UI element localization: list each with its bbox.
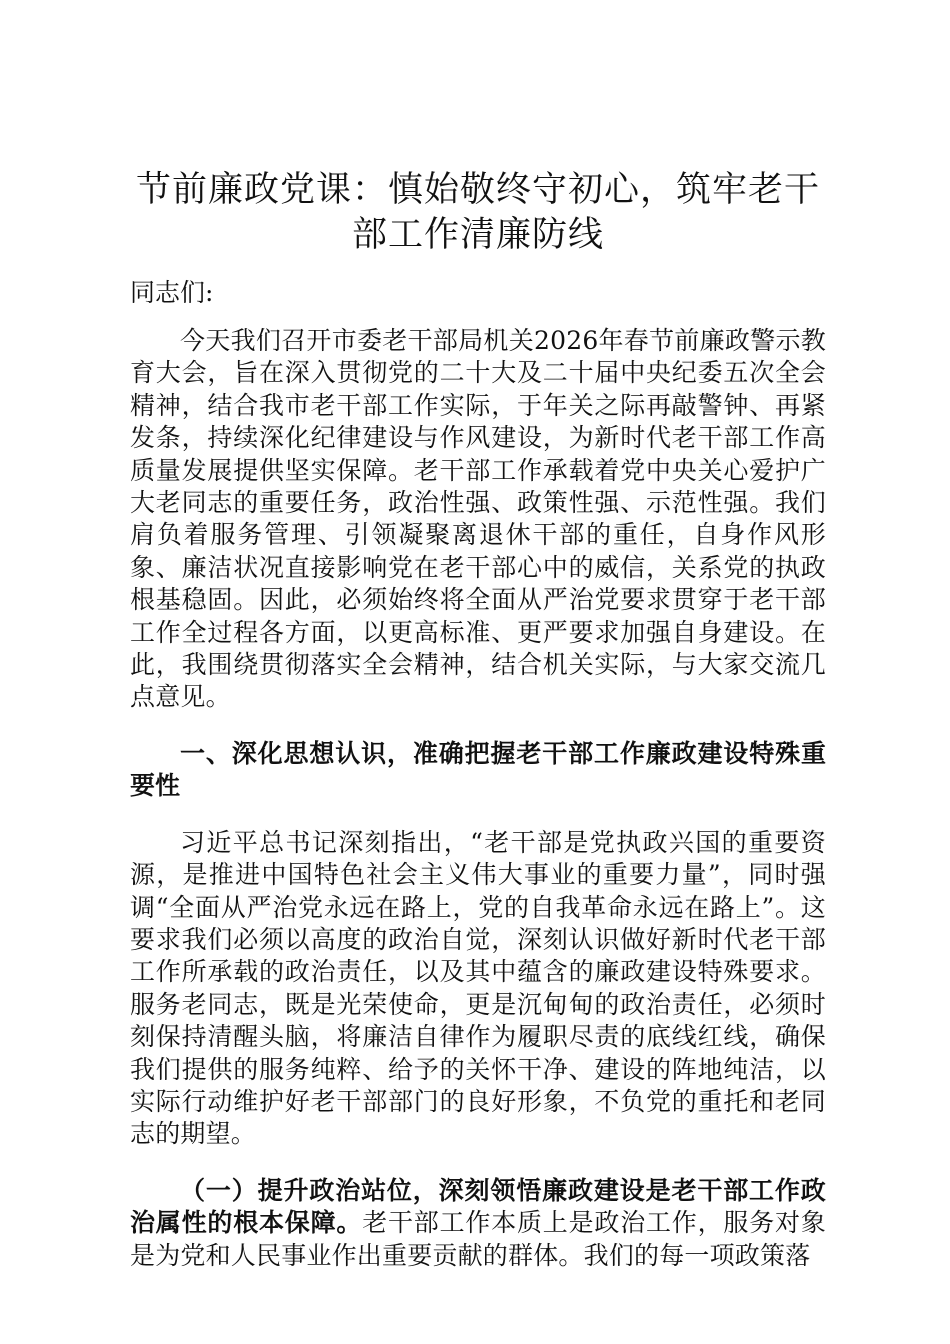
subsection-1-paragraph [130,1175,826,1272]
intro-paragraph: 今天我们召开市委老干部局机关2026年春节前廉政警示教育大会，旨在深入贯彻党的二十大及二十届中央纪委五次全会精神，结合我市老干部工作实际，于年关之际再敲警钟、再紧发条，持续深化纪律建设与作风建设，为新时代老干部工作高质量发展提供坚实保障。老干部工作承载着党中央关心爱护广大老同志的重要任务，政治性强、政策性强、示范性强。我们肩负着服务管理、引领凝聚离退休干部的重任，自身作风形象、廉洁状况直接影响党在老干部心中的威信，关系党的执政根基稳固。因此，必须始终将全面从严治党要求贯穿于老干部工作全过程各方面，以更高标准、更严要求加强自身建设。在此，我围绕贯彻落实全会精神，结合机关实际，与大家交流几点意见。 [130,326,826,712]
document-title: 节前廉政党课：慎始敬终守初心，筑牢老干部工作清廉防线 [135,170,820,255]
section-heading-1: 一、深化思想认识，准确把握老干部工作廉政建设特殊重要性 [130,738,826,801]
section-1-paragraph: 习近平总书记深刻指出，“老干部是党执政兴国的重要资源，是推进中国特色社会主义伟大事业的重要力量”，同时强调“全面从严治党永远在路上，党的自我革命永远在路上”。这要求我们必须以高度的政治自觉，深刻认识做好新时代老干部工作所承载的政治责任，以及其中蕴含的廉政建设特殊要求。服务老同志，既是光荣使命，更是沉甸甸的政治责任，必须时刻保持清醒头脑，将廉洁自律作为履职尽责的底线红线，确保我们提供的服务纯粹、给予的关怀干净、建设的阵地纯洁，以实际行动维护好老干部部门的良好形象，不负党的重托和老同志的期望。 [130,827,826,1149]
subsection-1-body: 老干部工作本质上是政治工作，服务对象是为党和人民事业作出重要贡献的群体。我们的每一项政策落 [130,1208,826,1270]
salutation: 同志们: [130,278,214,307]
subsection-1-lead: （一）提升政治站位，深刻领悟廉政建设是老干部工作政治属性的根本保障。 [130,1175,826,1238]
document-page [130,168,826,1272]
